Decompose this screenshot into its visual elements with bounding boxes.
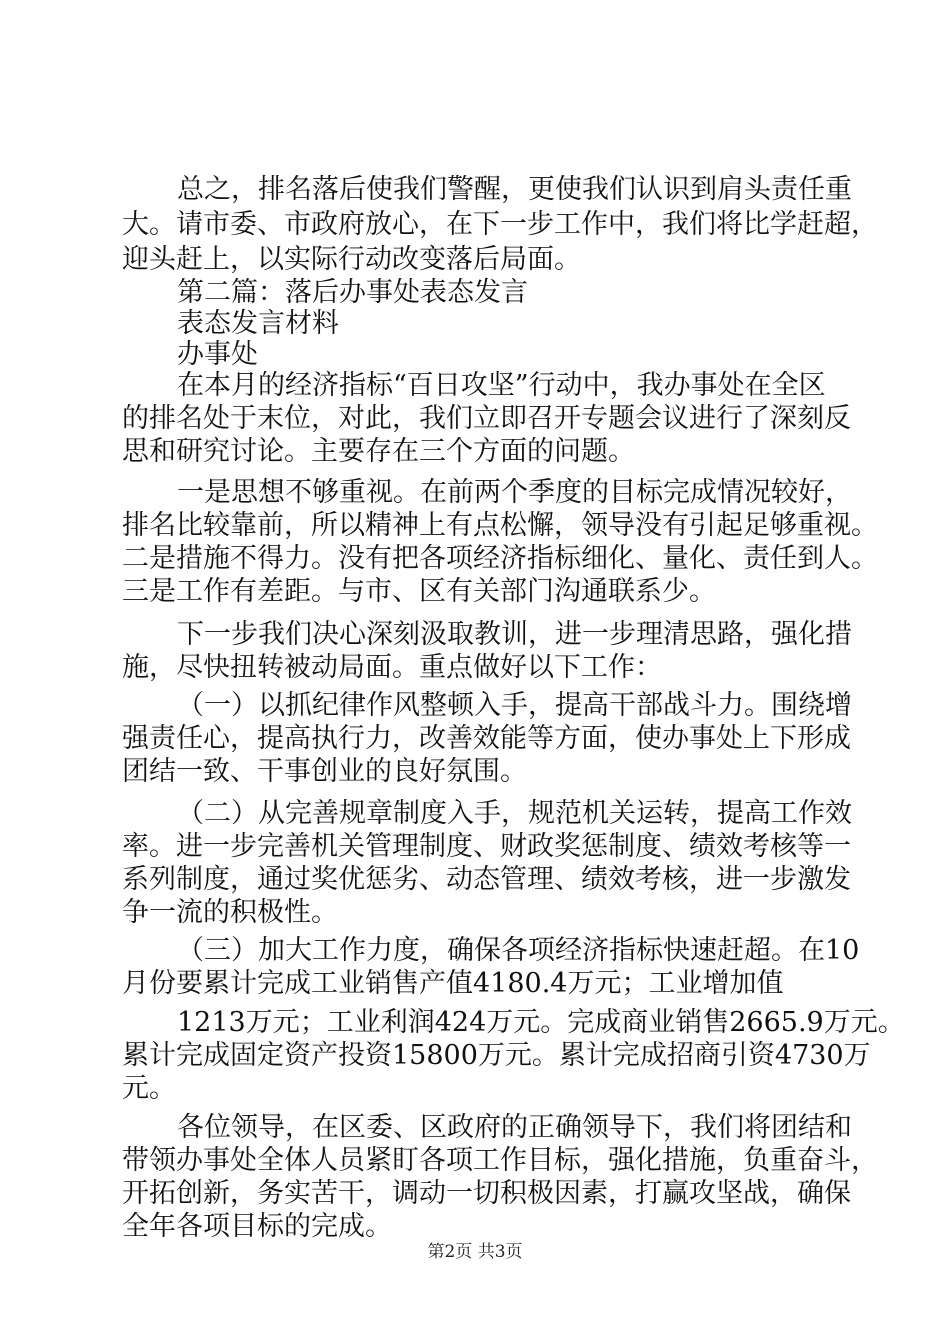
text-line-27: 元。 — [122, 1073, 176, 1104]
text-line-2: 大。请市委、市政府放心，在下一步工作中，我们将比学赶超， — [122, 209, 878, 240]
text-line-8: 的排名处于末位，对此，我们立即召开专题会议进行了深刻反 — [122, 403, 851, 434]
text-line-1: 总之，排名落后使我们警醒，更使我们认识到肩头责任重 — [177, 174, 852, 205]
text-line-7: 在本月的经济指标“百日攻坚”行动中，我办事处在全区 — [177, 370, 826, 401]
text-line-20: 率。进一步完善机关管理制度、财政奖惩制度、绩效考核等一 — [122, 831, 851, 862]
text-line-3: 迎头赶上，以实际行动改变落后局面。 — [122, 244, 581, 275]
text-line-29: 带领办事处全体人员紧盯各项工作目标，强化措施，负重奋斗， — [122, 1145, 878, 1176]
text-line-19: （二）从完善规章制度入手，规范机关运转，提高工作效 — [177, 798, 852, 829]
text-line-17: 强责任心，提高执行力，改善效能等方面，使办事处上下形成 — [122, 723, 851, 754]
text-line-10: 一是思想不够重视。在前两个季度的目标完成情况较好， — [177, 477, 852, 508]
text-line-5: 表态发言材料 — [177, 308, 339, 339]
text-line-25: 1213万元；工业利润424万元。完成商业销售2665.9万元。 — [177, 1007, 905, 1038]
text-line-12: 二是措施不得力。没有把各项经济指标细化、量化、责任到人。 — [122, 543, 878, 574]
text-line-15: 施，尽快扭转被动局面。重点做好以下工作： — [122, 652, 662, 683]
text-line-16: （一）以抓纪律作风整顿入手，提高干部战斗力。围绕增 — [177, 690, 852, 721]
text-line-6: 办事处 — [177, 339, 258, 370]
text-line-28: 各位领导，在区委、区政府的正确领导下，我们将团结和 — [177, 1112, 852, 1143]
text-line-14: 下一步我们决心深刻汲取教训，进一步理清思路，强化措 — [177, 619, 852, 650]
section-heading-2: 第二篇：落后办事处表态发言 — [177, 277, 528, 308]
text-line-23: （三）加大工作力度，确保各项经济指标快速赶超。在10 — [177, 935, 860, 966]
text-line-24: 月份要累计完成工业销售产值4180.4万元；工业增加值 — [122, 968, 784, 999]
text-line-22: 争一流的积极性。 — [122, 897, 338, 928]
text-line-11: 排名比较靠前，所以精神上有点松懈，领导没有引起足够重视。 — [122, 510, 878, 541]
text-line-31: 全年各项目标的完成。 — [122, 1211, 392, 1242]
text-line-30: 开拓创新，务实苦干，调动一切积极因素，打赢攻坚战，确保 — [122, 1178, 851, 1209]
text-line-26: 累计完成固定资产投资15800万元。累计完成招商引资4730万 — [122, 1040, 871, 1071]
text-line-21: 系列制度，通过奖优惩劣、动态管理、绩效考核，进一步激发 — [122, 864, 851, 895]
text-line-13: 三是工作有差距。与市、区有关部门沟通联系少。 — [122, 576, 716, 607]
page-footer — [0, 1240, 950, 1264]
page-number-label: 第2页 共3页 — [427, 1242, 523, 1262]
text-line-9: 思和研究讨论。主要存在三个方面的问题。 — [122, 436, 635, 467]
text-line-18: 团结一致、干事创业的良好氛围。 — [122, 756, 527, 787]
